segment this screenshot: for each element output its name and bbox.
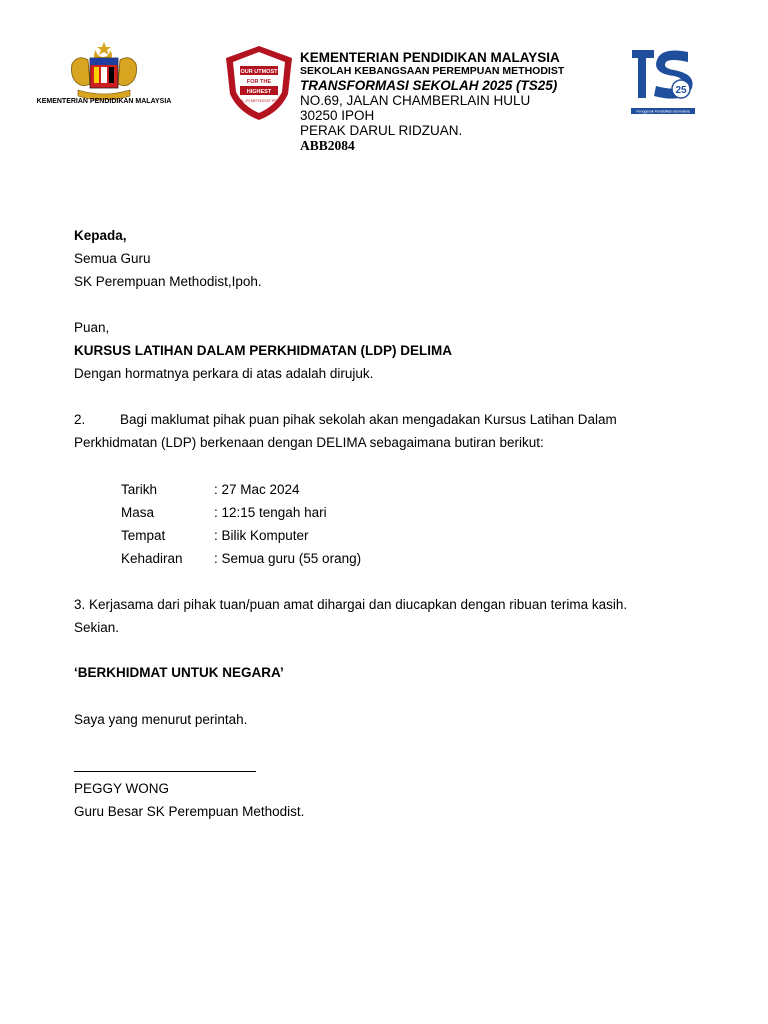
paragraph-3: 3. Kerjasama dari pihak tuan/puan amat dihargai dan diucapkan dengan ribuan terima kasih. xyxy=(74,597,628,612)
signatory-title: Guru Besar SK Perempuan Methodist. xyxy=(74,804,305,819)
detail-row-time xyxy=(121,501,327,524)
program-name: TRANSFORMASI SEKOLAH 2025 (TS25) xyxy=(300,78,558,93)
detail-key: Kehadiran xyxy=(121,551,183,566)
salutation: Puan, xyxy=(74,320,110,335)
paragraph-2-number: 2. xyxy=(74,412,86,427)
detail-row-attendance xyxy=(121,547,361,570)
detail-value: : 12:15 tengah hari xyxy=(214,505,327,520)
school-code: ABB2084 xyxy=(300,138,355,153)
ts-logo-tagline: Penggerak Pendidikan Bermakna xyxy=(636,109,690,114)
letterhead-address-block xyxy=(300,50,564,154)
address-line-2: 30250 IPOH xyxy=(300,108,375,123)
ts-logo-number: 25 xyxy=(675,85,687,96)
detail-row-place xyxy=(121,524,309,547)
recipient-line-2: SK Perempuan Methodist,Ipoh. xyxy=(74,274,262,289)
subject-heading: KURSUS LATIHAN DALAM PERKHIDMATAN (LDP) DELIMA xyxy=(74,343,452,358)
detail-row-date xyxy=(121,478,300,501)
detail-key: Masa xyxy=(121,505,155,520)
crest-motto-line-1: OUR UTMOST xyxy=(240,69,278,75)
detail-key: Tempat xyxy=(121,528,166,543)
paragraph-2-line-1: Bagi maklumat pihak puan pihak sekolah akan mengadakan Kursus Latihan Dalam xyxy=(120,412,617,427)
recipient-label: Kepada, xyxy=(74,228,127,243)
crest-school-name: S.K. (P) METHODIST IPOH xyxy=(238,99,280,103)
motto: ‘BERKHIDMAT UNTUK NEGARA’ xyxy=(74,665,284,680)
obedience-line: Saya yang menurut perintah. xyxy=(74,712,248,727)
school-name: SEKOLAH KEBANGSAAN PEREMPUAN METHODIST xyxy=(300,65,565,77)
detail-key: Tarikh xyxy=(121,482,158,497)
school-crest-logo xyxy=(222,44,296,122)
crest-motto-line-2: FOR THE xyxy=(246,79,272,85)
closing-line: Sekian. xyxy=(74,620,120,635)
detail-value: : Bilik Komputer xyxy=(214,528,309,543)
detail-value: : Semua guru (55 orang) xyxy=(214,551,362,566)
address-line-3: PERAK DARUL RIDZUAN. xyxy=(300,123,463,138)
signature-line xyxy=(74,771,256,772)
ministry-name: KEMENTERIAN PENDIDIKAN MALAYSIA xyxy=(300,50,560,65)
signatory-name: PEGGY WONG xyxy=(74,781,170,796)
detail-value: : 27 Mac 2024 xyxy=(214,482,300,497)
intro-line: Dengan hormatnya perkara di atas adalah dirujuk. xyxy=(74,366,374,381)
paragraph-2-line-2: Perkhidmatan (LDP) berkenaan dengan DELIMA sebagaimana butiran berikut: xyxy=(74,435,544,450)
crest-motto-line-3: HIGHEST xyxy=(246,89,272,95)
ts25-logo xyxy=(628,44,698,116)
address-line-1: NO.69, JALAN CHAMBERLAIN HULU xyxy=(300,93,531,108)
recipient-line-1: Semua Guru xyxy=(74,251,151,266)
ministry-logo-caption: KEMENTERIAN PENDIDIKAN MALAYSIA xyxy=(36,98,172,105)
